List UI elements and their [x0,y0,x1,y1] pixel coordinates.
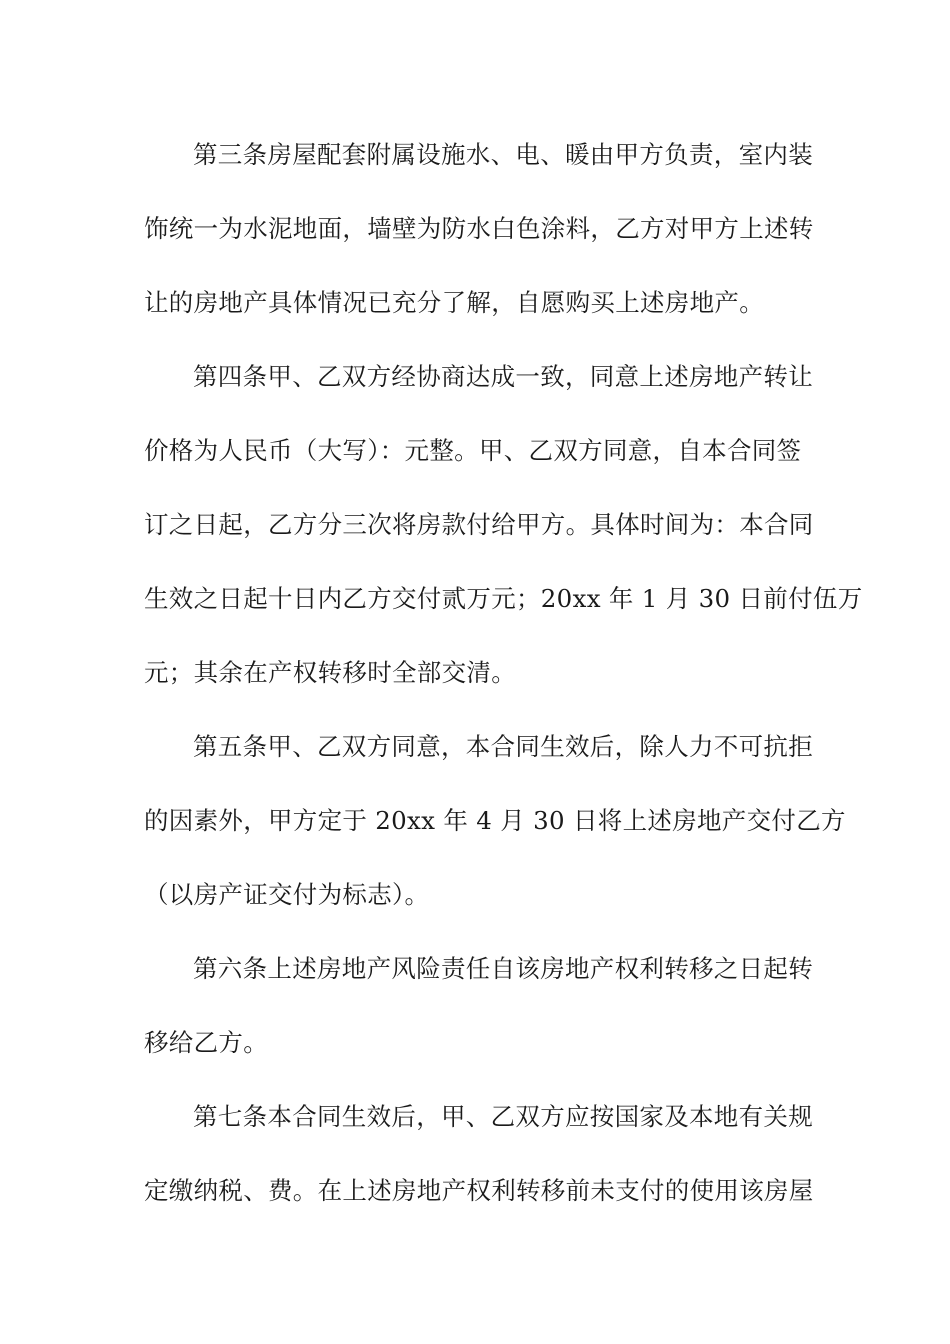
paragraph-4-line-3: 订之日起，乙方分三次将房款付给甲方。具体时间为：本合同 [144,510,814,539]
paragraph-4-line-5: 元；其余在产权转移时全部交清。 [144,658,516,687]
paragraph-6-line-2: 移给乙方。 [144,1028,268,1057]
paragraph-6-line-1: 第六条上述房地产风险责任自该房地产权利转移之日起转 [193,954,813,983]
paragraph-7-line-1: 第七条本合同生效后，甲、乙双方应按国家及本地有关规 [193,1102,813,1131]
paragraph-3-line-2: 饰统一为水泥地面，墙壁为防水白色涂料，乙方对甲方上述转 [144,214,814,243]
paragraph-3-line-1: 第三条房屋配套附属设施水、电、暖由甲方负责，室内装 [193,140,813,169]
paragraph-3-line-3: 让的房地产具体情况已充分了解，自愿购买上述房地产。 [144,288,764,317]
paragraph-4-line-1: 第四条甲、乙双方经协商达成一致，同意上述房地产转让 [193,362,813,391]
paragraph-5-line-2: 的因素外，甲方定于 20xx 年 4 月 30 日将上述房地产交付乙方 [144,806,846,835]
paragraph-7-line-2: 定缴纳税、费。在上述房地产权利转移前未支付的使用该房屋 [144,1176,814,1205]
paragraph-5-line-1: 第五条甲、乙双方同意，本合同生效后，除人力不可抗拒 [193,732,813,761]
paragraph-5-line-3: （以房产证交付为标志）。 [144,880,430,909]
paragraph-4-line-2: 价格为人民币（大写）：元整。甲、乙双方同意，自本合同签 [144,436,802,465]
paragraph-4-line-4: 生效之日起十日内乙方交付贰万元；20xx 年 1 月 30 日前付伍万 [144,584,863,613]
